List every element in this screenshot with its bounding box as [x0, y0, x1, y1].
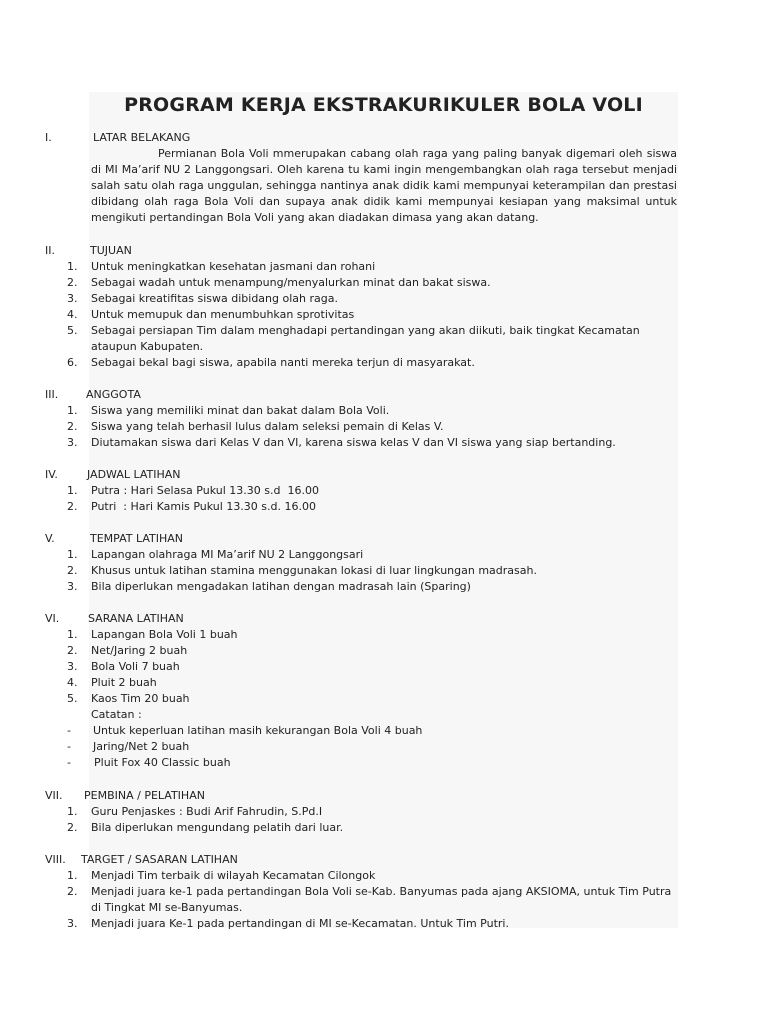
section-number: III. — [45, 388, 59, 401]
item-number: 4. — [67, 676, 78, 689]
document-title: PROGRAM KERJA EKSTRAKURIKULER BOLA VOLI — [124, 94, 643, 116]
section-number: VIII. — [45, 853, 66, 866]
item-text: Pluit 2 buah — [91, 676, 157, 689]
item-number: 2. — [67, 821, 78, 834]
section-number: VII. — [45, 789, 63, 802]
item-number: 2. — [67, 276, 78, 289]
dash-bullet: - — [67, 724, 71, 737]
item-number: 3. — [67, 580, 78, 593]
item-number: 1. — [67, 548, 78, 561]
section-number: V. — [45, 532, 55, 545]
item-number: 2. — [67, 564, 78, 577]
item-text: Lapangan olahraga MI Ma’arif NU 2 Langgongsari — [91, 548, 364, 561]
item-number: 2. — [67, 644, 78, 657]
item-number: 6. — [67, 356, 78, 369]
item-number: 5. — [67, 324, 78, 337]
item-number: 1. — [67, 260, 78, 273]
item-text: Untuk memupuk dan menumbuhkan sprotivitas — [91, 308, 355, 321]
item-text: Diutamakan siswa dari Kelas V dan VI, karena siswa kelas V dan VI siswa yang siap bertanding. — [91, 436, 616, 449]
item-text: Siswa yang memiliki minat dan bakat dalam Bola Voli. — [91, 404, 390, 417]
item-text: Sebagai kreatifitas siswa dibidang olah raga. — [91, 292, 338, 305]
item-number: 4. — [67, 308, 78, 321]
item-text: Kaos Tim 20 buah — [91, 692, 190, 705]
note-text: Pluit Fox 40 Classic buah — [94, 756, 231, 769]
note-text: Jaring/Net 2 buah — [93, 740, 190, 753]
item-number: 2. — [67, 500, 78, 513]
item-number: 1. — [67, 805, 78, 818]
item-number: 2. — [67, 885, 78, 898]
note-label: Catatan : — [91, 708, 142, 721]
item-text: Guru Penjaskes : Budi Arif Fahrudin, S.Pd.I — [91, 805, 323, 818]
item-text: Putra : Hari Selasa Pukul 13.30 s.d 16.00 — [91, 484, 319, 497]
item-number: 1. — [67, 628, 78, 641]
section-number: I. — [45, 131, 52, 144]
item-text: Lapangan Bola Voli 1 buah — [91, 628, 238, 641]
section-title: ANGGOTA — [86, 388, 141, 401]
item-number: 1. — [67, 869, 78, 882]
dash-bullet: - — [67, 756, 71, 769]
item-text: Sebagai bekal bagi siswa, apabila nanti mereka terjun di masyarakat. — [91, 356, 475, 369]
item-number: 1. — [67, 404, 78, 417]
item-text: Siswa yang telah berhasil lulus dalam seleksi pemain di Kelas V. — [91, 420, 444, 433]
item-text: Menjadi juara ke-1 pada pertandingan Bola Voli se-Kab. Banyumas pada ajang AKSIOMA, untuk Tim Putra di Tingkat MI se-Banyumas. — [91, 885, 672, 914]
section-title: SARANA LATIHAN — [88, 612, 184, 625]
item-text: Net/Jaring 2 buah — [91, 644, 188, 657]
item-text: Sebagai persiapan Tim dalam menghadapi pertandingan yang akan diikuti, baik tingkat Kecamatan ataupun Kabupaten. — [91, 324, 640, 353]
item-number: 3. — [67, 917, 78, 930]
section-number: II. — [45, 244, 55, 257]
background-paragraph: Permianan Bola Voli mmerupakan cabang olah raga yang paling banyak digemari oleh siswa di MI Ma’arif NU 2 Langgongsari. Oleh karena tu kami ingin mengembangkan olah raga tersebut menjadi salah satu olah raga unggulan, sehingga nantinya anak didik kami mempunyai keterampilan dan prestasi dibidang olah raga Bola Voli dan supaya anak didik kami mempunyai kesiapan yang maksimal untuk mengikuti pertandingan Bola Voli yang akan diadakan dimasa yang akan datang. — [91, 147, 677, 224]
section-title: TUJUAN — [90, 244, 132, 257]
item-text: Putri : Hari Kamis Pukul 13.30 s.d. 16.00 — [91, 500, 316, 513]
item-text: Bila diperlukan mengundang pelatih dari luar. — [91, 821, 344, 834]
item-text: Menjadi Tim terbaik di wilayah Kecamatan Cilongok — [91, 869, 376, 882]
item-text: Sebagai wadah untuk menampung/menyalurkan minat dan bakat siswa. — [91, 276, 491, 289]
item-text: Menjadi juara Ke-1 pada pertandingan di MI se-Kecamatan. Untuk Tim Putri. — [91, 917, 509, 930]
item-number: 3. — [67, 660, 78, 673]
dash-bullet: - — [67, 740, 71, 753]
section-title: TEMPAT LATIHAN — [90, 532, 184, 545]
item-number: 2. — [67, 420, 78, 433]
item-number: 3. — [67, 292, 78, 305]
item-number: 3. — [67, 436, 78, 449]
note-text: Untuk keperluan latihan masih kekurangan Bola Voli 4 buah — [93, 724, 423, 737]
section-number: VI. — [45, 612, 60, 625]
item-number: 5. — [67, 692, 78, 705]
section-title: JADWAL LATIHAN — [87, 468, 181, 481]
item-text: Bola Voli 7 buah — [91, 660, 180, 673]
section-title: LATAR BELAKANG — [93, 131, 191, 144]
item-text: Bila diperlukan mengadakan latihan dengan madrasah lain (Sparing) — [91, 580, 471, 593]
item-number: 1. — [67, 484, 78, 497]
item-text: Khusus untuk latihan stamina menggunakan lokasi di luar lingkungan madrasah. — [91, 564, 537, 577]
item-text: Untuk meningkatkan kesehatan jasmani dan rohani — [91, 260, 376, 273]
section-title: PEMBINA / PELATIHAN — [84, 789, 205, 802]
section-number: IV. — [45, 468, 58, 481]
section-title: TARGET / SASARAN LATIHAN — [81, 853, 238, 866]
